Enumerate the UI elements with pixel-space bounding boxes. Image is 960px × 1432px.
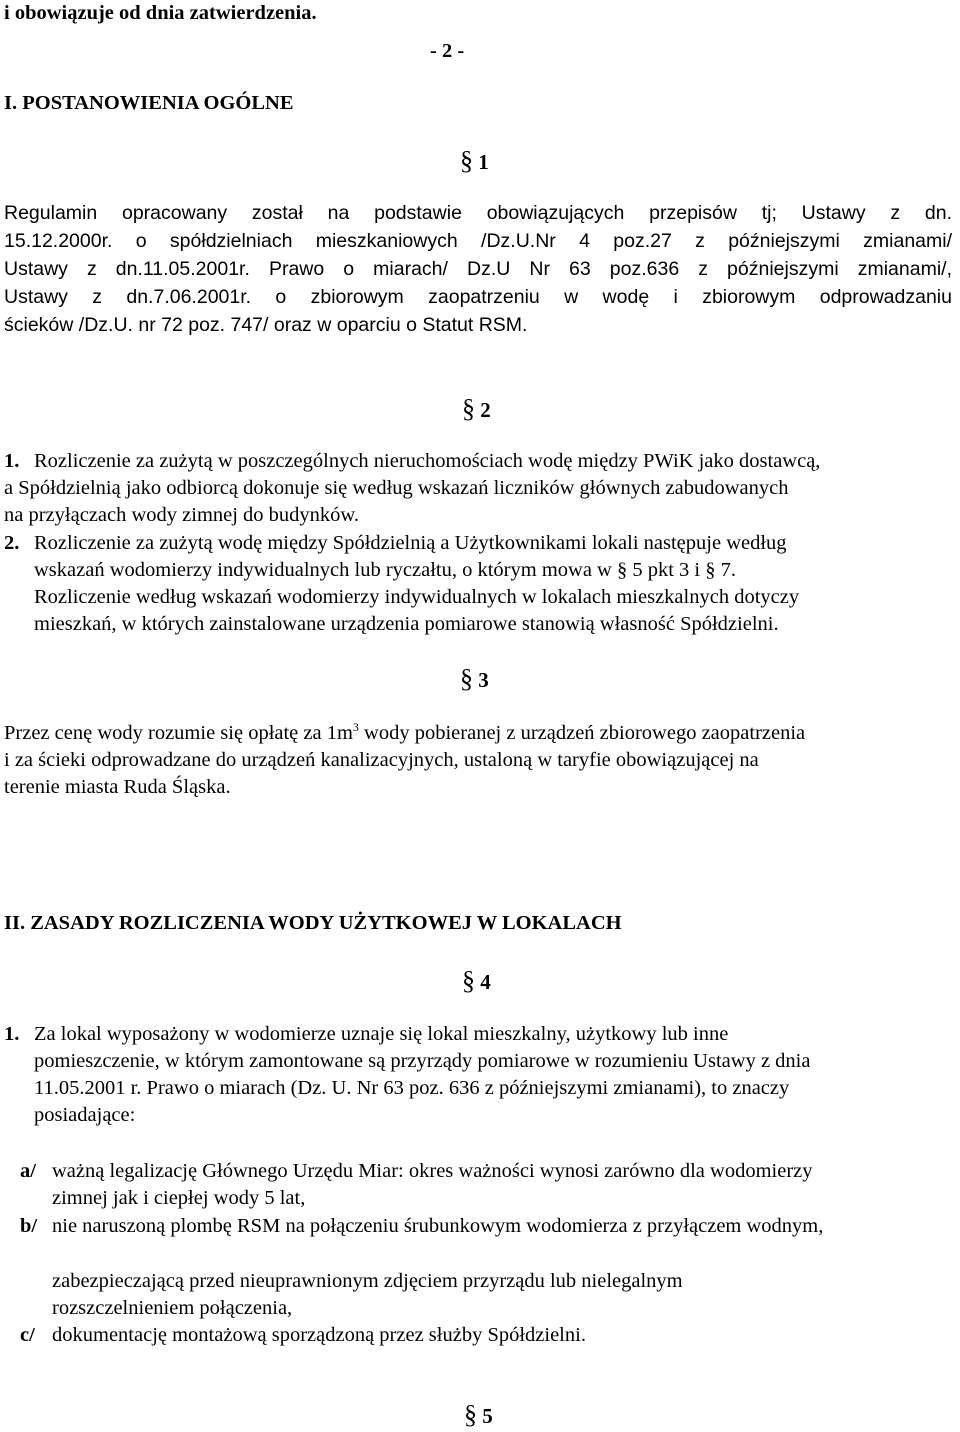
p4-item1-line: 11.05.2001 r. Prawo o miarach (Dz. U. Nr 63 poz. 636 z późniejszymi zmianami), to znaczy: [34, 1077, 790, 1099]
p2-item2-line: mieszkań, w których zainstalowane urządzenia pomiarowe stanowią własność Spółdzielni.: [34, 613, 779, 635]
p4-item1-line: pomieszczenie, w którym zamontowane są przyrządy pomiarowe w rozumieniu Ustawy z dnia: [34, 1050, 811, 1072]
section-sign: §: [462, 394, 475, 423]
p4-item-b-label: b/: [20, 1215, 38, 1237]
section-sign: §: [460, 664, 473, 693]
heading-general-provisions: I. POSTANOWIENIA OGÓLNE: [4, 92, 294, 114]
p4-item-a-line: zimnej jak i ciepłej wody 5 lat,: [52, 1187, 306, 1209]
page-number: - 2 -: [430, 40, 465, 62]
p3-line: i za ścieki odprowadzane do urządzeń kanalizacyjnych, ustaloną w taryfie obowiązującej na: [4, 749, 759, 771]
p4-item1-number: 1.: [4, 1023, 20, 1045]
section-sign: §: [460, 146, 473, 175]
p1-line: Ustawy z dn.7.06.2001r. o zbiorowym zaopatrzeniu w wodę i zbiorowym odprowadzaniu: [4, 286, 952, 308]
section-1-heading: [460, 146, 489, 176]
p4-item-c-line: dokumentację montażową sporządzoną przez służby Spółdzielni.: [52, 1324, 586, 1346]
p3-line-part: Przez cenę wody rozumie się opłatę za 1m: [4, 722, 353, 744]
section-number: 5: [482, 1404, 493, 1428]
section-4-heading: [462, 966, 491, 996]
section-number: 3: [478, 668, 489, 692]
p1-line: Ustawy z dn.11.05.2001r. Prawo o miarach/ Dz.U Nr 63 poz.636 z późniejszymi zmianami/,: [4, 258, 952, 280]
p3-line: terenie miasta Ruda Śląska.: [4, 776, 231, 798]
p2-item2-number: 2.: [4, 532, 20, 554]
p2-item1-number: 1.: [4, 450, 20, 472]
p4-item1-line: posiadające:: [34, 1104, 136, 1126]
p2-item2-line: wskazań wodomierzy indywidualnych lub ryczałtu, o którym mowa w § 5 pkt 3 i § 7.: [34, 559, 736, 581]
continuation-line: i obowiązuje od dnia zatwierdzenia.: [4, 2, 317, 24]
p2-item1-line: Rozliczenie za zużytą w poszczególnych nieruchomościach wodę między PWiK jako dostawcą,: [34, 450, 821, 472]
section-number: 1: [478, 150, 489, 174]
section-5-heading: [464, 1400, 493, 1430]
section-2-heading: [462, 394, 491, 424]
p4-item1-line: Za lokal wyposażony w wodomierze uznaje się lokal mieszkalny, użytkowy lub inne: [34, 1023, 729, 1045]
p4-item-a-label: a/: [20, 1160, 36, 1182]
p1-line: Regulamin opracowany został na podstawie obowiązujących przepisów tj; Ustawy z dn.: [4, 202, 952, 224]
p3-line-part: wody pobieranej z urządzeń zbiorowego zaopatrzenia: [358, 722, 806, 744]
heading-water-settlement-rules: II. ZASADY ROZLICZENIA WODY UŻYTKOWEJ W LOKALACH: [4, 912, 622, 934]
p2-item2-line: Rozliczenie według wskazań wodomierzy indywidualnych w lokalach mieszkalnych dotyczy: [34, 586, 800, 608]
section-number: 4: [480, 970, 491, 994]
p3-line: [4, 722, 805, 745]
section-number: 2: [480, 398, 491, 422]
superscript-exponent: 3: [352, 720, 359, 735]
p2-item2-line: Rozliczenie za zużytą wodę między Spółdzielnią a Użytkownikami lokali następuje według: [34, 532, 787, 554]
p2-item1-line: a Spółdzielnią jako odbiorcą dokonuje się według wskazań liczników głównych zabudowanych: [4, 477, 789, 499]
p1-line: 15.12.2000r. o spółdzielniach mieszkaniowych /Dz.U.Nr 4 poz.27 z późniejszymi zmianami/: [4, 230, 952, 252]
section-sign: §: [464, 1400, 477, 1429]
p1-line: ścieków /Dz.U. nr 72 poz. 747/ oraz w oparciu o Statut RSM.: [4, 314, 528, 336]
p4-item-b-line: zabezpieczającą przed nieuprawnionym zdjęciem przyrządu lub nielegalnym: [52, 1270, 683, 1292]
p4-item-b-line: nie naruszoną plombę RSM na połączeniu śrubunkowym wodomierza z przyłączem wodnym,: [52, 1215, 824, 1237]
section-3-heading: [460, 664, 489, 694]
p2-item1-line: na przyłączach wody zimnej do budynków.: [4, 504, 360, 526]
p4-item-a-line: ważną legalizację Głównego Urzędu Miar: okres ważności wynosi zarówno dla wodomierzy: [52, 1160, 813, 1182]
p4-item-b-line: rozszczelnieniem połączenia,: [52, 1297, 293, 1319]
p4-item-c-label: c/: [20, 1324, 35, 1346]
section-sign: §: [462, 966, 475, 995]
